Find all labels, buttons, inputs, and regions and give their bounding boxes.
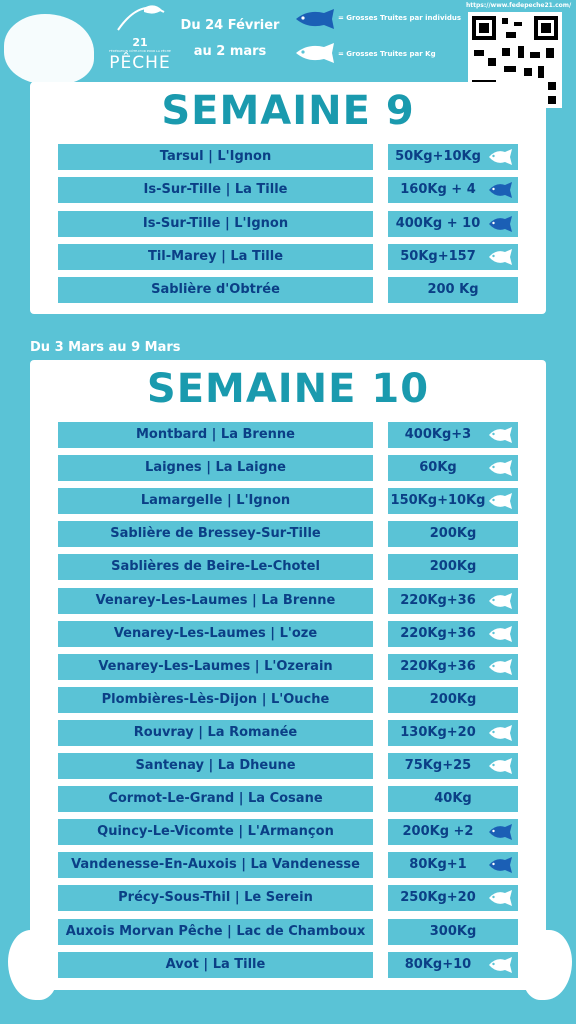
quantity-value: 300Kg bbox=[429, 923, 477, 939]
quantity-value: 200Kg bbox=[429, 559, 477, 575]
legend-individual-text: = Grosses Truites par individus bbox=[338, 14, 462, 22]
week-10-stocking-row bbox=[58, 786, 518, 812]
week-10-stocking-row bbox=[58, 422, 518, 448]
fish-white-icon bbox=[488, 724, 514, 742]
quantity-cell bbox=[388, 554, 518, 580]
logo-number: 21 bbox=[132, 36, 148, 49]
quantity-cell bbox=[388, 753, 518, 779]
quantity-value: 60Kg bbox=[419, 460, 457, 476]
quantity-value: 80Kg+10 bbox=[404, 956, 472, 972]
location-label: Venarey-Les-Laumes | L'Ozerain bbox=[58, 654, 373, 680]
quantity-cell bbox=[388, 654, 518, 680]
location-label: Sablière d'Obtrée bbox=[58, 277, 373, 303]
week-10-stocking-row bbox=[58, 919, 518, 945]
logo-caption: FÉDÉRATION CÔTE-D'OR POUR LA PÊCHE bbox=[109, 49, 171, 53]
date-range-line2: au 2 mars bbox=[193, 44, 267, 59]
location-label: Vandenesse-En-Auxois | La Vandenesse bbox=[58, 852, 373, 878]
week-10-date-range: Du 3 Mars au 9 Mars bbox=[30, 340, 181, 355]
quantity-cell bbox=[388, 177, 518, 203]
quantity-value: 400Kg + 10 bbox=[395, 215, 481, 231]
fish-white-icon bbox=[488, 658, 514, 676]
quantity-cell bbox=[388, 588, 518, 614]
date-range-line1: Du 24 Février bbox=[180, 18, 280, 33]
fish-white-icon bbox=[488, 148, 514, 166]
week-10-stocking-row bbox=[58, 852, 518, 878]
fish-white-icon bbox=[488, 625, 514, 643]
quantity-value: 160Kg + 4 bbox=[400, 182, 476, 198]
week-10-stocking-row bbox=[58, 654, 518, 680]
location-label: Santenay | La Dheune bbox=[58, 753, 373, 779]
week-9-stocking-row bbox=[58, 144, 518, 170]
week-10-stocking-row bbox=[58, 521, 518, 547]
week-10-stocking-row bbox=[58, 455, 518, 481]
quantity-cell bbox=[388, 919, 518, 945]
quantity-cell bbox=[388, 244, 518, 270]
quantity-value: 200Kg +2 bbox=[402, 824, 474, 840]
location-label: Laignes | La Laigne bbox=[58, 455, 373, 481]
quantity-cell bbox=[388, 819, 518, 845]
week-10-stocking-row bbox=[58, 621, 518, 647]
quantity-value: 220Kg+36 bbox=[400, 592, 476, 608]
location-label: Is-Sur-Tille | L'Ignon bbox=[58, 211, 373, 237]
quantity-cell bbox=[388, 720, 518, 746]
location-label: Auxois Morvan Pêche | Lac de Chamboux bbox=[58, 919, 373, 945]
fish-white-icon bbox=[488, 956, 514, 974]
location-label: Tarsul | L'Ignon bbox=[58, 144, 373, 170]
quantity-cell bbox=[388, 488, 518, 514]
quantity-value: 220Kg+36 bbox=[400, 658, 476, 674]
location-label: Sablières de Beire-Le-Chotel bbox=[58, 554, 373, 580]
decorative-wave-top-left bbox=[4, 14, 94, 84]
fish-white-icon bbox=[488, 426, 514, 444]
quantity-value: 400Kg+3 bbox=[404, 427, 472, 442]
quantity-cell bbox=[388, 422, 518, 448]
quantity-value: 80Kg+1 bbox=[409, 857, 467, 873]
quantity-value: 50Kg+10Kg bbox=[395, 149, 481, 164]
fish-white-icon bbox=[488, 592, 514, 610]
fish-white-icon bbox=[488, 757, 514, 775]
quantity-cell bbox=[388, 885, 518, 911]
location-label: Précy-Sous-Thil | Le Serein bbox=[58, 885, 373, 911]
location-label: Venarey-Les-Laumes | L'oze bbox=[58, 621, 373, 647]
quantity-cell bbox=[388, 277, 518, 303]
legend-kg-text: = Grosses Truites par Kg bbox=[338, 50, 436, 58]
week-10-stocking-row bbox=[58, 687, 518, 713]
quantity-value: 130Kg+20 bbox=[400, 724, 476, 740]
fish-blue-icon bbox=[488, 856, 514, 874]
location-label: Lamargelle | L'Ignon bbox=[58, 488, 373, 514]
quantity-value: 200Kg bbox=[429, 691, 477, 707]
website-text[interactable]: https://www.fedepeche21.com/ bbox=[466, 2, 572, 9]
location-label: Plombières-Lès-Dijon | L'Ouche bbox=[58, 687, 373, 713]
quantity-value: 220Kg+36 bbox=[400, 625, 476, 641]
quantity-cell bbox=[388, 521, 518, 547]
location-label: Avot | La Tille bbox=[58, 952, 373, 978]
week-10-title: SEMAINE 10 bbox=[146, 366, 430, 412]
week-9-stocking-row bbox=[58, 211, 518, 237]
week-10-stocking-row bbox=[58, 588, 518, 614]
fish-white-icon bbox=[488, 492, 514, 510]
week-9-title: SEMAINE 9 bbox=[161, 88, 415, 134]
location-label: Sablière de Bressey-Sur-Tille bbox=[58, 521, 373, 547]
quantity-value: 200Kg bbox=[429, 526, 477, 542]
quantity-cell bbox=[388, 687, 518, 713]
location-label: Til-Marey | La Tille bbox=[58, 244, 373, 270]
week-9-stocking-row bbox=[58, 277, 518, 303]
quantity-value: 40Kg bbox=[434, 791, 472, 807]
week-10-stocking-row bbox=[58, 819, 518, 845]
week-10-stocking-row bbox=[58, 952, 518, 978]
logo-fish-icon bbox=[110, 2, 170, 36]
week-9-stocking-row bbox=[58, 177, 518, 203]
quantity-cell bbox=[388, 852, 518, 878]
location-label: Venarey-Les-Laumes | La Brenne bbox=[58, 588, 373, 614]
quantity-value: 200 Kg bbox=[427, 282, 479, 298]
quantity-value: 150Kg+10Kg bbox=[390, 493, 486, 509]
quantity-value: 75Kg+25 bbox=[404, 758, 472, 773]
quantity-cell bbox=[388, 621, 518, 647]
legend-fish-white-icon bbox=[294, 42, 340, 64]
week-10-stocking-row bbox=[58, 753, 518, 779]
location-label: Quincy-Le-Vicomte | L'Armançon bbox=[58, 819, 373, 845]
quantity-cell bbox=[388, 786, 518, 812]
fish-white-icon bbox=[488, 459, 514, 477]
quantity-cell bbox=[388, 455, 518, 481]
fish-blue-icon bbox=[488, 215, 514, 233]
quantity-value: 50Kg+157 bbox=[400, 248, 476, 264]
location-label: Rouvray | La Romanée bbox=[58, 720, 373, 746]
quantity-cell bbox=[388, 144, 518, 170]
location-label: Is-Sur-Tille | La Tille bbox=[58, 177, 373, 203]
quantity-value: 250Kg+20 bbox=[400, 890, 476, 906]
location-label: Montbard | La Brenne bbox=[58, 422, 373, 448]
legend-fish-blue-icon bbox=[294, 8, 340, 30]
week-10-stocking-row bbox=[58, 554, 518, 580]
quantity-cell bbox=[388, 211, 518, 237]
fish-blue-icon bbox=[488, 823, 514, 841]
federation-logo bbox=[100, 2, 180, 78]
fish-white-icon bbox=[488, 248, 514, 266]
location-label: Cormot-Le-Grand | La Cosane bbox=[58, 786, 373, 812]
fish-blue-icon bbox=[488, 181, 514, 199]
week-9-stocking-row bbox=[58, 244, 518, 270]
quantity-cell bbox=[388, 952, 518, 978]
week-10-stocking-row bbox=[58, 488, 518, 514]
week-10-stocking-row bbox=[58, 885, 518, 911]
logo-text: PÊCHE bbox=[109, 53, 171, 73]
week-10-stocking-row bbox=[58, 720, 518, 746]
fish-white-icon bbox=[488, 889, 514, 907]
